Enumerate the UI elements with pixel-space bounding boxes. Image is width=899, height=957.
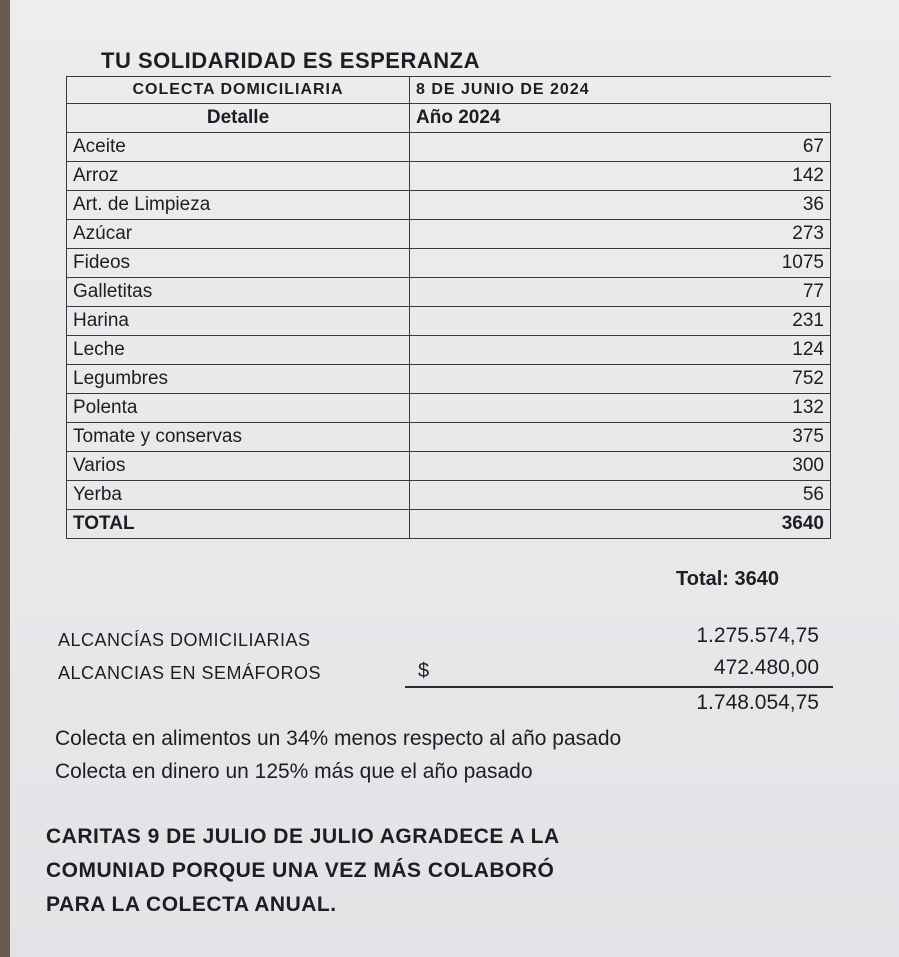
money-sum: 1.748.054,75 (696, 691, 819, 714)
table-row (67, 220, 831, 249)
thanks-line: COMUNIAD PORQUE UNA VEZ MÁS COLABORÓ (46, 859, 555, 882)
thanks-message (46, 820, 560, 922)
total-label: TOTAL (67, 510, 410, 539)
item-label: Art. de Limpieza (67, 191, 410, 220)
currency-sign: $ (418, 660, 430, 682)
item-label: Polenta (67, 394, 410, 423)
item-value: 142 (620, 162, 831, 191)
item-value: 56 (620, 481, 831, 510)
table-row (67, 278, 831, 307)
total-value: 3640 (620, 510, 831, 539)
thanks-line: PARA LA COLECTA ANUAL. (46, 893, 337, 916)
item-value: 752 (620, 365, 831, 394)
table-row (67, 365, 831, 394)
table-row (67, 133, 831, 162)
item-blank-cell (410, 423, 621, 452)
item-blank-cell (410, 452, 621, 481)
item-value: 36 (620, 191, 831, 220)
item-value: 77 (620, 278, 831, 307)
item-label: Leche (67, 336, 410, 365)
item-value: 273 (620, 220, 831, 249)
item-blank-cell (410, 220, 621, 249)
item-label: Varios (67, 452, 410, 481)
item-blank-cell (410, 307, 621, 336)
table-row (67, 452, 831, 481)
money-label-traffic: ALCANCIAS EN SEMÁFOROS (58, 663, 322, 683)
note-money: Colecta en dinero un 125% más que el año pasado (55, 760, 533, 783)
sum-divider (405, 686, 833, 688)
item-blank-cell (410, 249, 621, 278)
item-blank-cell (410, 481, 621, 510)
grand-total: Total: 3640 (676, 568, 779, 590)
item-label: Galletitas (67, 278, 410, 307)
item-blank-cell (410, 133, 621, 162)
table-column-row (67, 104, 831, 133)
column-value-cell (620, 104, 831, 133)
item-value: 375 (620, 423, 831, 452)
item-value: 124 (620, 336, 831, 365)
table-row (67, 162, 831, 191)
table-row (67, 423, 831, 452)
item-blank-cell (410, 394, 621, 423)
money-label-home: ALCANCÍAS DOMICILIARIAS (58, 630, 311, 650)
table-row (67, 249, 831, 278)
table-header-row (67, 77, 831, 104)
background-edge (0, 0, 10, 957)
item-blank-cell (410, 191, 621, 220)
column-detail: Detalle (67, 104, 410, 133)
item-label: Yerba (67, 481, 410, 510)
item-label: Fideos (67, 249, 410, 278)
item-label: Azúcar (67, 220, 410, 249)
column-year: Año 2024 (410, 104, 621, 133)
item-value: 300 (620, 452, 831, 481)
money-value-home: 1.275.574,75 (696, 624, 819, 647)
item-blank-cell (410, 278, 621, 307)
item-value: 231 (620, 307, 831, 336)
table-row (67, 394, 831, 423)
item-label: Harina (67, 307, 410, 336)
item-blank-cell (410, 336, 621, 365)
item-label: Legumbres (67, 365, 410, 394)
collection-table (66, 76, 831, 539)
table-row (67, 481, 831, 510)
item-blank-cell (410, 162, 621, 191)
page-title: TU SOLIDARIDAD ES ESPERANZA (101, 48, 480, 73)
item-value: 1075 (620, 249, 831, 278)
money-value-traffic: 472.480,00 (713, 656, 819, 679)
item-value: 132 (620, 394, 831, 423)
header-date: 8 DE JUNIO DE 2024 (410, 77, 831, 104)
item-blank-cell (410, 365, 621, 394)
thanks-line: CARITAS 9 DE JULIO DE JULIO AGRADECE A LA (46, 825, 560, 848)
table-row (67, 307, 831, 336)
item-label: Tomate y conservas (67, 423, 410, 452)
item-label: Arroz (67, 162, 410, 191)
note-food: Colecta en alimentos un 34% menos respecto al año pasado (55, 727, 622, 750)
table-total-row (67, 510, 831, 539)
table-row (67, 191, 831, 220)
total-blank-cell (410, 510, 621, 539)
table-row (67, 336, 831, 365)
item-value: 67 (620, 133, 831, 162)
header-collection: COLECTA DOMICILIARIA (67, 77, 410, 104)
item-label: Aceite (67, 133, 410, 162)
